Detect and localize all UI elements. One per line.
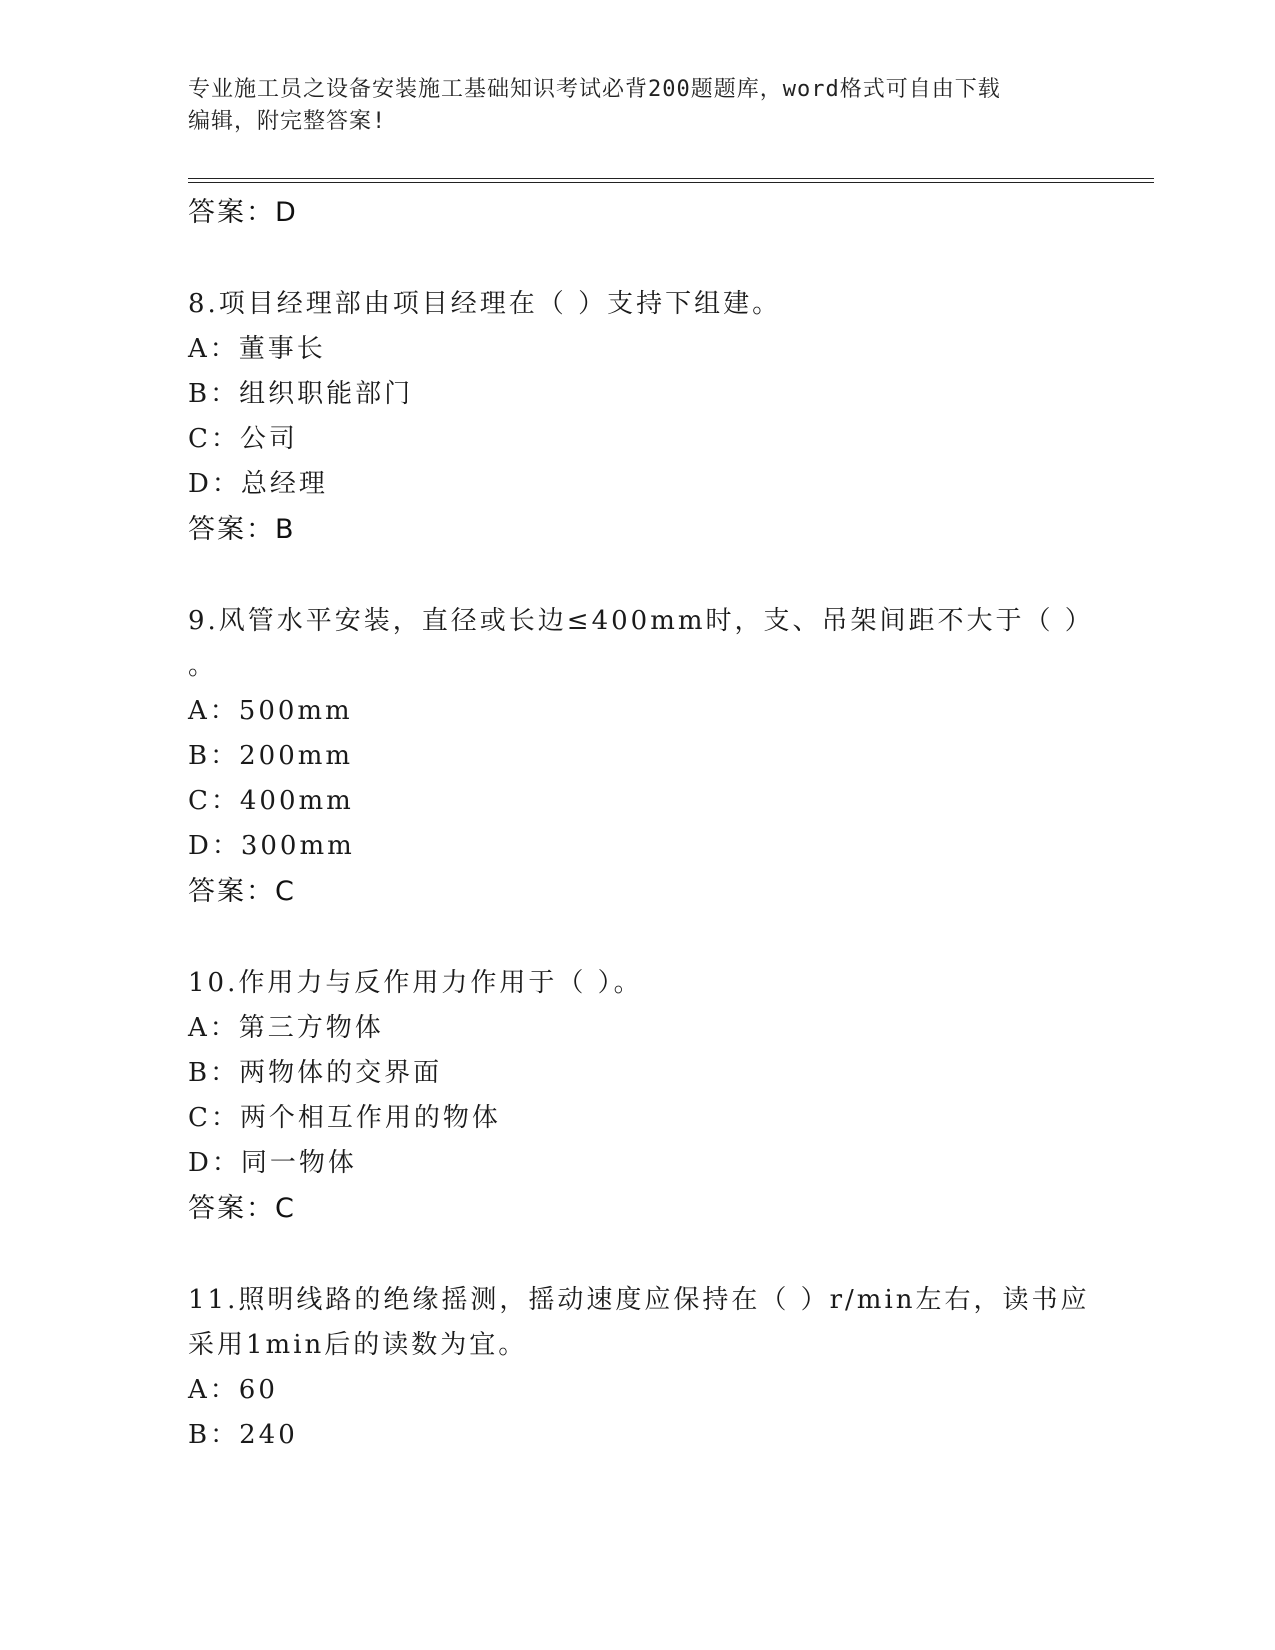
option-c: C：两个相互作用的物体	[188, 1103, 501, 1133]
document-header	[188, 74, 1068, 138]
option-c: C：400mm	[188, 786, 354, 816]
question-text-continued: 。	[188, 651, 218, 681]
question-11	[188, 1278, 1088, 1458]
header-divider-top	[188, 178, 1154, 179]
option-a: A：第三方物体	[188, 1013, 384, 1043]
option-b: B：200mm	[188, 741, 354, 771]
question-list	[188, 190, 1094, 1458]
question-text: 11.照明线路的绝缘摇测，摇动速度应保持在（ ）r/min左右，读书应	[188, 1285, 1090, 1315]
question-10	[188, 961, 1088, 1231]
question-9	[188, 599, 1094, 914]
header-line-2: 编辑，附完整答案!	[188, 109, 387, 134]
option-b: B：240	[188, 1420, 298, 1450]
option-b: B：组织职能部门	[188, 379, 414, 409]
question-text: 9.风管水平安装，直径或长边≤400mm时，支、吊架间距不大于（ ）	[188, 606, 1094, 636]
option-d: D：总经理	[188, 469, 328, 499]
answer-line: 答案：C	[188, 876, 296, 907]
answer-line: 答案：B	[188, 514, 296, 545]
option-d: D：300mm	[188, 831, 355, 861]
option-c: C：公司	[188, 424, 298, 454]
question-8	[188, 282, 1088, 552]
question-text-continued: 采用1min后的读数为宜。	[188, 1330, 528, 1360]
option-a: A：500mm	[188, 696, 353, 726]
question-text: 8.项目经理部由项目经理在（ ）支持下组建。	[188, 289, 782, 319]
option-a: A：60	[188, 1375, 278, 1405]
answer-line: 答案：C	[188, 1193, 296, 1224]
header-divider-bottom	[188, 182, 1154, 183]
header-line-1: 专业施工员之设备安装施工基础知识考试必背200题题库，word格式可自由下载	[188, 77, 1001, 102]
option-a: A：董事长	[188, 334, 326, 364]
option-b: B：两物体的交界面	[188, 1058, 443, 1088]
question-text: 10.作用力与反作用力作用于（ ）。	[188, 968, 643, 998]
answer-line: 答案：D	[188, 197, 298, 228]
option-d: D：同一物体	[188, 1148, 357, 1178]
